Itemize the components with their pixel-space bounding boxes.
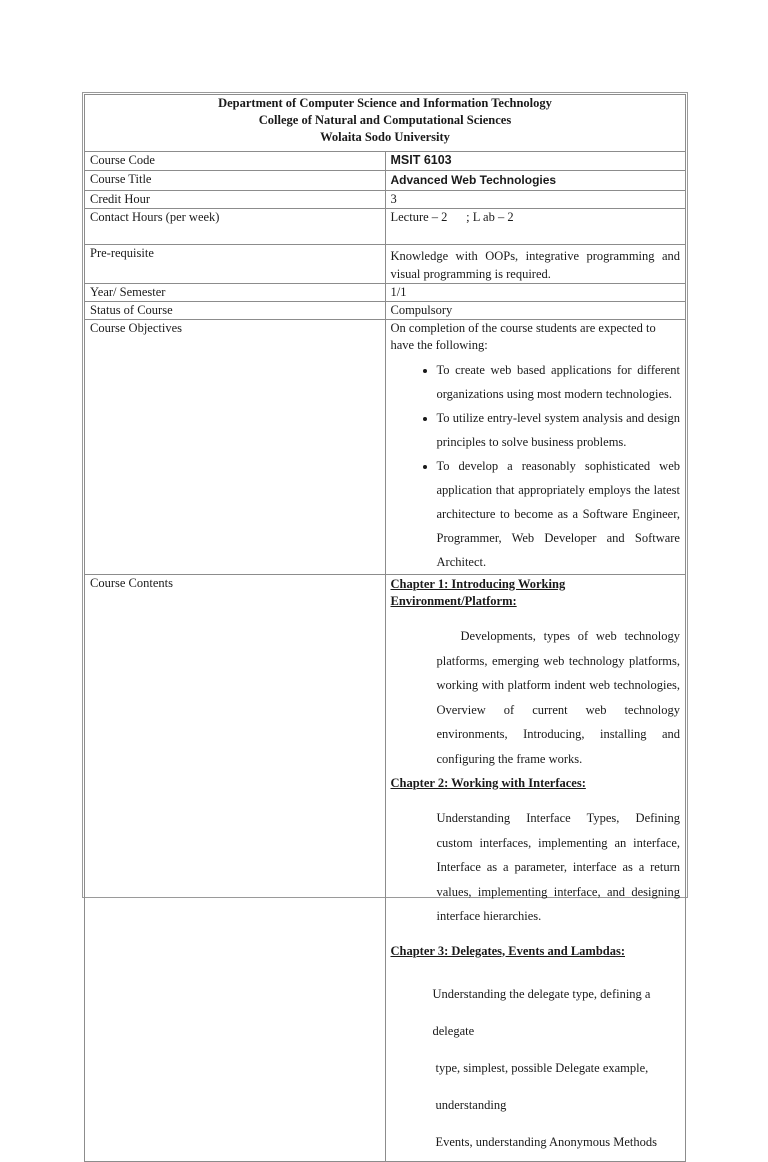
year-semester-row	[85, 284, 686, 302]
header-row	[85, 95, 686, 152]
course-objectives-cell	[385, 320, 686, 575]
year-semester-value: 1/1	[385, 284, 686, 302]
chapter-1-title: Chapter 1: Introducing Working Environment/Platform:	[390, 577, 566, 608]
course-status-label: Status of Course	[85, 302, 386, 320]
credit-hour-label: Credit Hour	[85, 191, 386, 209]
chapter-3-text	[391, 976, 681, 1161]
chapter-3-line: type, simplest, possible Delegate example, understanding	[435, 1060, 649, 1112]
credit-hour-row	[85, 191, 686, 209]
course-code-value: MSIT 6103	[385, 152, 686, 171]
department-name: Department of Computer Science and Information Technology	[218, 96, 552, 110]
course-contents-cell	[385, 575, 686, 1162]
course-code-row	[85, 152, 686, 171]
course-code-label: Course Code	[85, 152, 386, 171]
course-contents-label: Course Contents	[85, 575, 386, 1162]
contact-hours-label: Contact Hours (per week)	[85, 209, 386, 245]
objectives-list	[391, 358, 681, 574]
objective-item: • To create web based applications for different organizations using most modern technologies.	[437, 358, 681, 406]
college-name: College of Natural and Computational Sciences	[258, 113, 512, 127]
course-title-label: Course Title	[85, 171, 386, 191]
objectives-intro: On completion of the course students are expected to have the following:	[390, 321, 656, 352]
course-objectives-row	[85, 320, 686, 575]
objective-item: • To utilize entry-level system analysis and design principles to solve business problems.	[437, 406, 681, 454]
contact-hours-row	[85, 209, 686, 245]
prerequisite-row	[85, 245, 686, 284]
course-objectives-label: Course Objectives	[85, 320, 386, 575]
chapter-3-title: Chapter 3: Delegates, Events and Lambdas:	[390, 943, 625, 958]
university-name: Wolaita Sodo University	[320, 130, 450, 144]
course-outline-table	[84, 94, 686, 1162]
credit-hour-value: 3	[385, 191, 686, 209]
prerequisite-label: Pre-requisite	[85, 245, 386, 284]
course-title-row	[85, 171, 686, 191]
chapter-1-text: Developments, types of web technology platforms, emerging web technology platforms, working with platform indent web technologies, Overview of current web technology environments, Introducing, installing and configuring the frame works.	[436, 629, 680, 766]
chapter-2-text: Understanding Interface Types, Defining custom interfaces, implementing an interface, Interface as a parameter, interface as a return values, implementing interface, and designing interface hierarchies.	[436, 811, 680, 923]
chapter-2-title: Chapter 2: Working with Interfaces:	[390, 776, 586, 790]
course-contents-row	[85, 575, 686, 1162]
chapter-3-line: Events, understanding Anonymous Methods	[435, 1134, 658, 1149]
prerequisite-value: Knowledge with OOPs, integrative programming and visual programming is required.	[385, 245, 686, 284]
year-semester-label: Year/ Semester	[85, 284, 386, 302]
course-title-value: Advanced Web Technologies	[385, 171, 686, 191]
header-cell	[85, 95, 686, 152]
objective-item: • To develop a reasonably sophisticated web application that appropriately employs the latest architecture to become as a Software Engineer, Programmer, Web Developer and Software Architect.	[437, 454, 681, 574]
contact-hours-value: Lecture – 2 ; L ab – 2	[385, 209, 686, 245]
course-status-row	[85, 302, 686, 320]
chapter-3-line: Understanding the delegate type, defining a delegate	[432, 986, 651, 1038]
course-status-value: Compulsory	[385, 302, 686, 320]
